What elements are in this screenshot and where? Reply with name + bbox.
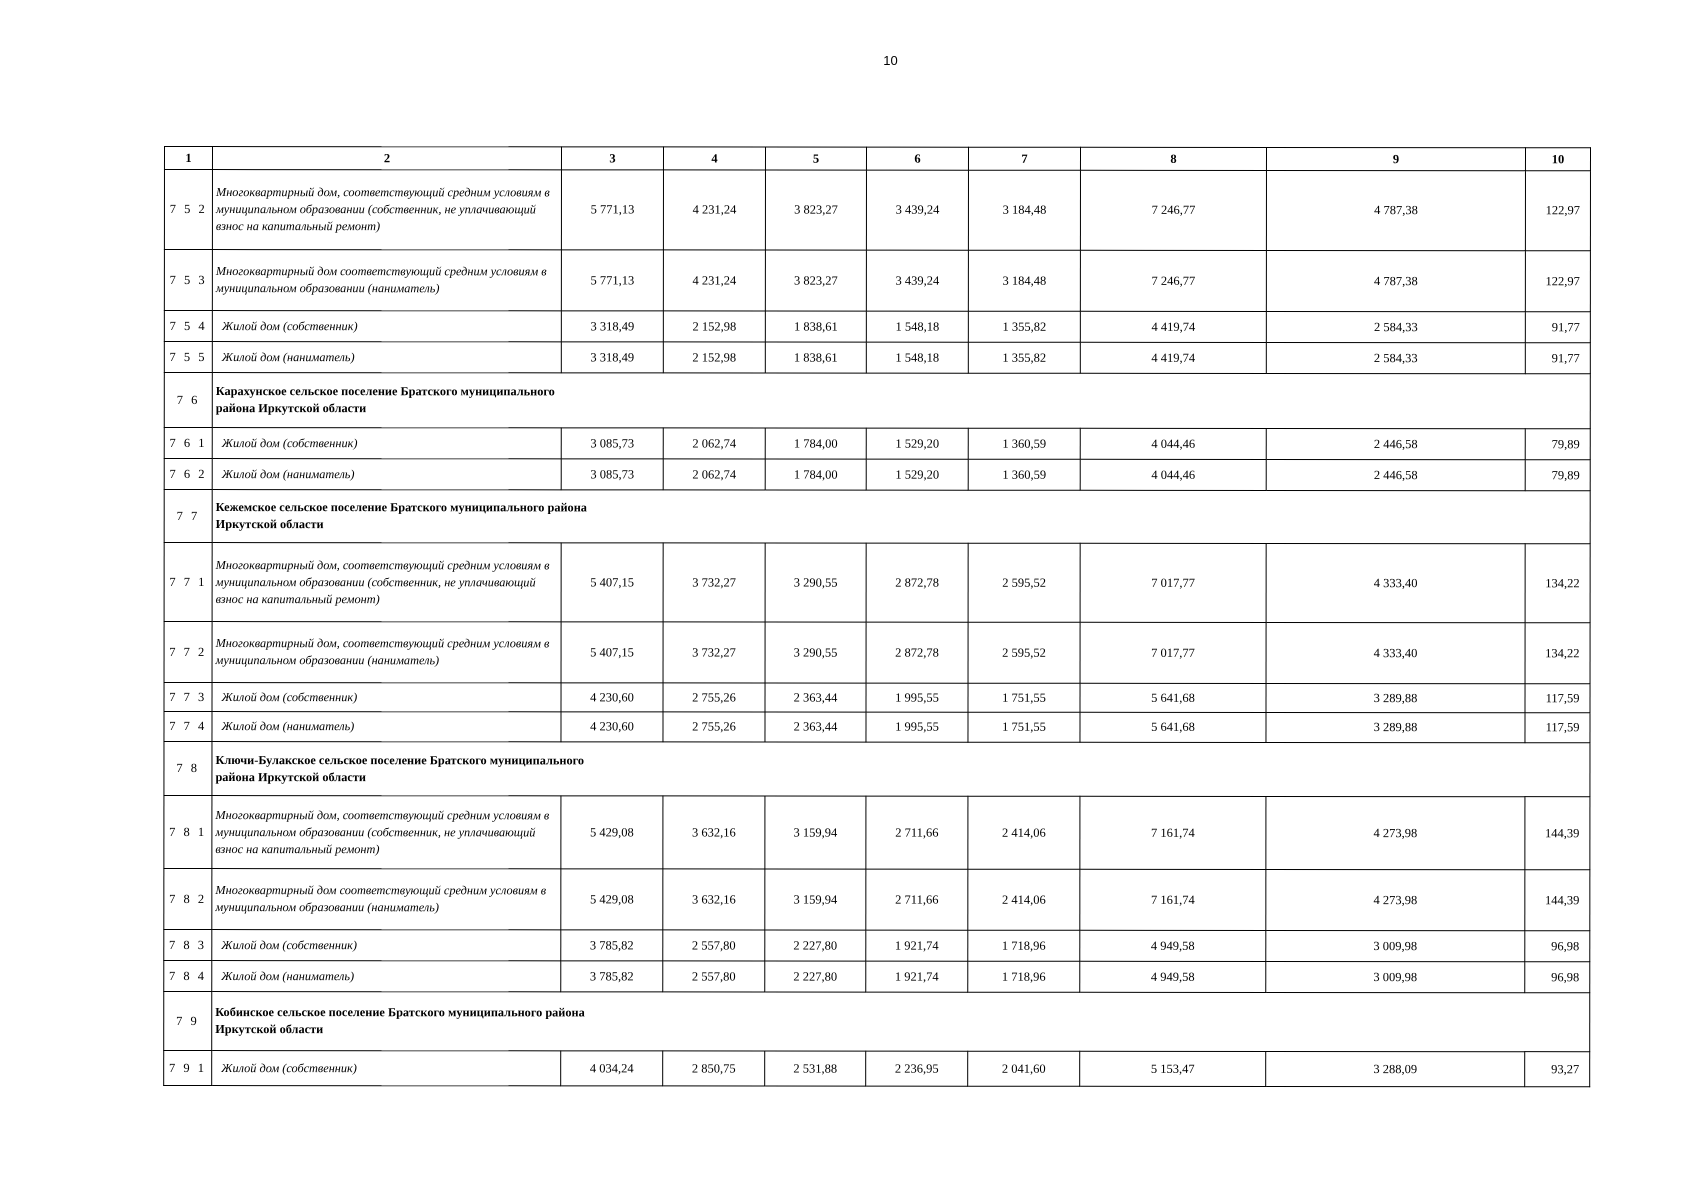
value-cell-col-5: 2 227,80 <box>765 930 866 961</box>
value-cell-col-4: 2 152,98 <box>663 342 765 373</box>
value-cell-col-6: 2 236,95 <box>866 1051 968 1086</box>
value-cell-col-10: 93,27 <box>1525 1052 1590 1087</box>
value-cell-col-4: 2 755,26 <box>663 712 765 742</box>
row-description: Многоквартирный дом, соответствующий средним условиям в муниципальном образовании (собственник, не уплачивающий взнос на капитальный ремонт) <box>212 170 561 250</box>
value-cell-col-10: 122,97 <box>1525 251 1590 312</box>
row-code: 7 5 3 <box>164 250 212 311</box>
table-row <box>164 250 1590 312</box>
row-code: 7 6 <box>164 373 212 428</box>
value-cell-col-10: 117,59 <box>1525 684 1590 713</box>
table-row <box>164 543 1590 623</box>
value-cell-col-9: 2 446,58 <box>1266 459 1525 490</box>
section-row <box>164 742 1590 797</box>
row-code: 7 8 4 <box>164 961 212 992</box>
value-cell-col-8: 4 044,46 <box>1080 428 1266 459</box>
table-row <box>164 170 1590 251</box>
value-cell-col-3: 4 034,24 <box>561 1051 663 1086</box>
header-cell: 1 <box>164 147 212 170</box>
row-description: Жилой дом (наниматель) <box>212 961 561 992</box>
value-cell-col-3: 3 785,82 <box>561 961 663 992</box>
row-description: Многоквартирный дом, соответствующий средним условиям в муниципальном образовании (собственник, не уплачивающий взнос на капитальный ремонт) <box>212 543 561 622</box>
value-cell-col-3: 5 771,13 <box>561 250 663 311</box>
value-cell-col-10: 134,22 <box>1525 623 1590 684</box>
page-number: 10 <box>883 53 898 68</box>
value-cell-col-3: 5 429,08 <box>561 869 663 930</box>
value-cell-col-9: 3 289,88 <box>1266 712 1525 742</box>
value-cell-col-9: 2 446,58 <box>1266 428 1525 459</box>
value-cell-col-7: 2 595,52 <box>968 622 1080 683</box>
section-row <box>164 373 1590 429</box>
table-row <box>164 311 1590 343</box>
value-cell-col-8: 4 419,74 <box>1080 342 1266 373</box>
value-cell-col-4: 4 231,24 <box>663 250 765 311</box>
table-row <box>164 712 1590 743</box>
value-cell-col-6: 1 921,74 <box>866 930 968 961</box>
value-cell-col-10: 91,77 <box>1525 343 1590 374</box>
value-cell-col-4: 3 632,16 <box>663 796 765 869</box>
row-code: 7 6 2 <box>164 459 212 490</box>
table-row <box>164 961 1590 993</box>
row-code: 7 8 <box>164 742 212 796</box>
value-cell-col-3: 5 429,08 <box>561 796 663 869</box>
header-cell: 4 <box>663 147 765 170</box>
value-cell-col-10: 79,89 <box>1525 429 1590 460</box>
value-cell-col-3: 5 407,15 <box>561 543 663 622</box>
row-description: Многоквартирный дом соответствующий средним условиям в муниципальном образовании (наниматель) <box>212 250 561 311</box>
value-cell-col-3: 5 407,15 <box>561 622 663 683</box>
value-cell-col-8: 7 246,77 <box>1080 170 1266 250</box>
row-description: Жилой дом (наниматель) <box>212 342 561 373</box>
section-title: Кобинское сельское поселение Братского муниципального района Иркутской области <box>212 992 1590 1052</box>
value-cell-col-10: 96,98 <box>1525 962 1590 993</box>
value-cell-col-9: 4 273,98 <box>1266 869 1525 930</box>
table-row <box>164 428 1590 460</box>
value-cell-col-3: 4 230,60 <box>561 683 663 712</box>
value-cell-col-4: 2 755,26 <box>663 683 765 712</box>
value-cell-col-5: 2 227,80 <box>765 961 866 992</box>
value-cell-col-5: 1 838,61 <box>765 311 866 342</box>
value-cell-col-9: 3 009,98 <box>1266 930 1525 961</box>
value-cell-col-6: 2 872,78 <box>866 622 968 683</box>
value-cell-col-7: 1 360,59 <box>968 428 1080 459</box>
section-title: Кежемское сельское поселение Братского муниципального района Иркутской области <box>212 490 1590 544</box>
value-cell-col-10: 117,59 <box>1525 713 1590 743</box>
row-code: 7 5 2 <box>164 170 212 250</box>
value-cell-col-9: 4 333,40 <box>1266 622 1525 683</box>
value-cell-col-6: 2 711,66 <box>866 869 968 930</box>
table-row <box>164 342 1590 374</box>
row-description: Жилой дом (собственник) <box>212 930 561 961</box>
value-cell-col-8: 4 419,74 <box>1080 311 1266 342</box>
value-cell-col-8: 4 949,58 <box>1080 930 1266 961</box>
row-description: Многоквартирный дом соответствующий средним условиям в муниципальном образовании (наниматель) <box>212 869 561 930</box>
row-code: 7 7 <box>164 490 212 543</box>
value-cell-col-8: 7 017,77 <box>1080 543 1266 622</box>
value-cell-col-9: 4 333,40 <box>1266 543 1525 622</box>
value-cell-col-7: 1 355,82 <box>968 342 1080 373</box>
row-description: Многоквартирный дом, соответствующий средним условиям в муниципальном образовании (собственник, не уплачивающий взнос на капитальный ремонт) <box>212 796 561 869</box>
value-cell-col-9: 4 273,98 <box>1266 796 1525 869</box>
value-cell-col-5: 3 823,27 <box>765 170 866 250</box>
table-row <box>164 1051 1590 1087</box>
value-cell-col-3: 4 230,60 <box>561 712 663 742</box>
header-cell: 6 <box>866 147 968 170</box>
header-cell: 7 <box>968 147 1080 170</box>
value-cell-col-4: 2 557,80 <box>663 930 765 961</box>
value-cell-col-8: 5 641,68 <box>1080 683 1266 712</box>
section-row <box>164 992 1590 1052</box>
header-cell: 8 <box>1080 147 1266 170</box>
section-title: Ключи-Булакское сельское поселение Братского муниципального района Иркутской области <box>212 742 1590 797</box>
row-code: 7 7 3 <box>164 683 212 712</box>
value-cell-col-7: 2 595,52 <box>968 543 1080 622</box>
value-cell-col-6: 1 548,18 <box>866 311 968 342</box>
value-cell-col-5: 1 838,61 <box>765 342 866 373</box>
value-cell-col-6: 1 529,20 <box>866 459 968 490</box>
value-cell-col-7: 1 355,82 <box>968 311 1080 342</box>
value-cell-col-7: 2 414,06 <box>968 869 1080 930</box>
row-description: Жилой дом (собственник) <box>212 311 561 342</box>
value-cell-col-4: 3 732,27 <box>663 543 765 622</box>
value-cell-col-5: 3 290,55 <box>765 622 866 683</box>
value-cell-col-10: 96,98 <box>1525 931 1590 962</box>
value-cell-col-4: 2 062,74 <box>663 428 765 459</box>
value-cell-col-9: 3 289,88 <box>1266 683 1525 712</box>
value-cell-col-8: 7 161,74 <box>1080 869 1266 930</box>
table-body <box>164 170 1591 1087</box>
value-cell-col-10: 134,22 <box>1525 544 1590 623</box>
row-code: 7 9 1 <box>164 1051 212 1086</box>
value-cell-col-9: 2 584,33 <box>1266 311 1525 342</box>
row-description: Жилой дом (наниматель) <box>212 712 561 742</box>
value-cell-col-3: 3 085,73 <box>561 428 663 459</box>
row-code: 7 7 1 <box>164 543 212 622</box>
row-code: 7 5 5 <box>164 342 212 373</box>
value-cell-col-6: 1 529,20 <box>866 428 968 459</box>
value-cell-col-7: 1 718,96 <box>968 961 1080 992</box>
table-row <box>164 683 1590 713</box>
value-cell-col-5: 1 784,00 <box>765 459 866 490</box>
header-cell: 2 <box>212 147 561 170</box>
table-row <box>164 796 1590 870</box>
table-row <box>164 930 1590 962</box>
value-cell-col-5: 3 290,55 <box>765 543 866 622</box>
value-cell-col-5: 3 159,94 <box>765 796 866 869</box>
value-cell-col-4: 2 062,74 <box>663 459 765 490</box>
row-code: 7 8 3 <box>164 930 212 961</box>
row-code: 7 9 <box>164 992 212 1051</box>
value-cell-col-3: 5 771,13 <box>561 170 663 250</box>
row-description: Многоквартирный дом, соответствующий средним условиям в муниципальном образовании (наниматель) <box>212 622 561 683</box>
table-row <box>164 622 1590 684</box>
value-cell-col-9: 2 584,33 <box>1266 342 1525 373</box>
value-cell-col-6: 1 995,55 <box>866 683 968 712</box>
value-cell-col-5: 3 159,94 <box>765 869 866 930</box>
value-cell-col-7: 1 718,96 <box>968 930 1080 961</box>
value-cell-col-7: 3 184,48 <box>968 170 1080 250</box>
value-cell-col-3: 3 785,82 <box>561 930 663 961</box>
value-cell-col-7: 1 360,59 <box>968 459 1080 490</box>
row-description: Жилой дом (собственник) <box>212 683 561 712</box>
value-cell-col-7: 3 184,48 <box>968 250 1080 311</box>
row-code: 7 7 4 <box>164 712 212 742</box>
value-cell-col-6: 3 439,24 <box>866 250 968 311</box>
value-cell-col-7: 2 041,60 <box>968 1051 1080 1086</box>
value-cell-col-7: 2 414,06 <box>968 796 1080 869</box>
header-cell: 5 <box>765 147 866 170</box>
row-description: Жилой дом (наниматель) <box>212 459 561 490</box>
value-cell-col-3: 3 085,73 <box>561 459 663 490</box>
row-code: 7 8 2 <box>164 869 212 930</box>
section-row <box>164 490 1590 544</box>
row-description: Жилой дом (собственник) <box>212 1051 561 1086</box>
row-code: 7 5 4 <box>164 311 212 342</box>
value-cell-col-8: 7 161,74 <box>1080 796 1266 869</box>
table-row <box>164 459 1590 491</box>
value-cell-col-3: 3 318,49 <box>561 342 663 373</box>
section-title: Карахунское сельское поселение Братского муниципального района Иркутской области <box>212 373 1590 429</box>
value-cell-col-6: 1 921,74 <box>866 961 968 992</box>
tariff-table <box>163 146 1591 1087</box>
value-cell-col-8: 5 153,47 <box>1080 1051 1266 1086</box>
header-cell: 9 <box>1266 147 1525 170</box>
value-cell-col-5: 2 363,44 <box>765 683 866 712</box>
row-code: 7 7 2 <box>164 622 212 683</box>
value-cell-col-6: 2 872,78 <box>866 543 968 622</box>
value-cell-col-9: 4 787,38 <box>1266 250 1525 311</box>
value-cell-col-10: 144,39 <box>1525 797 1590 870</box>
header-row <box>164 147 1590 171</box>
row-code: 7 8 1 <box>164 796 212 869</box>
value-cell-col-10: 91,77 <box>1525 312 1590 343</box>
header-cell: 10 <box>1525 148 1590 171</box>
value-cell-col-8: 5 641,68 <box>1080 712 1266 742</box>
value-cell-col-5: 2 363,44 <box>765 712 866 742</box>
value-cell-col-6: 3 439,24 <box>866 170 968 250</box>
value-cell-col-5: 1 784,00 <box>765 428 866 459</box>
value-cell-col-8: 7 246,77 <box>1080 250 1266 311</box>
value-cell-col-8: 7 017,77 <box>1080 622 1266 683</box>
value-cell-col-6: 1 548,18 <box>866 342 968 373</box>
value-cell-col-10: 79,89 <box>1525 460 1590 491</box>
value-cell-col-7: 1 751,55 <box>968 683 1080 712</box>
value-cell-col-5: 3 823,27 <box>765 250 866 311</box>
value-cell-col-9: 3 288,09 <box>1266 1051 1525 1086</box>
header-cell: 3 <box>561 147 663 170</box>
value-cell-col-5: 2 531,88 <box>765 1051 866 1086</box>
value-cell-col-6: 2 711,66 <box>866 796 968 869</box>
value-cell-col-3: 3 318,49 <box>561 311 663 342</box>
value-cell-col-4: 2 557,80 <box>663 961 765 992</box>
value-cell-col-10: 122,97 <box>1525 171 1590 251</box>
value-cell-col-7: 1 751,55 <box>968 712 1080 742</box>
value-cell-col-4: 3 632,16 <box>663 869 765 930</box>
value-cell-col-4: 4 231,24 <box>663 170 765 250</box>
value-cell-col-9: 4 787,38 <box>1266 170 1525 250</box>
tariff-table-wrapper <box>163 146 1590 1087</box>
row-code: 7 6 1 <box>164 428 212 459</box>
value-cell-col-8: 4 949,58 <box>1080 961 1266 992</box>
table-row <box>164 869 1590 931</box>
value-cell-col-6: 1 995,55 <box>866 712 968 742</box>
row-description: Жилой дом (собственник) <box>212 428 561 459</box>
value-cell-col-9: 3 009,98 <box>1266 961 1525 992</box>
value-cell-col-8: 4 044,46 <box>1080 459 1266 490</box>
value-cell-col-4: 3 732,27 <box>663 622 765 683</box>
value-cell-col-4: 2 152,98 <box>663 311 765 342</box>
value-cell-col-10: 144,39 <box>1525 870 1590 931</box>
value-cell-col-4: 2 850,75 <box>663 1051 765 1086</box>
